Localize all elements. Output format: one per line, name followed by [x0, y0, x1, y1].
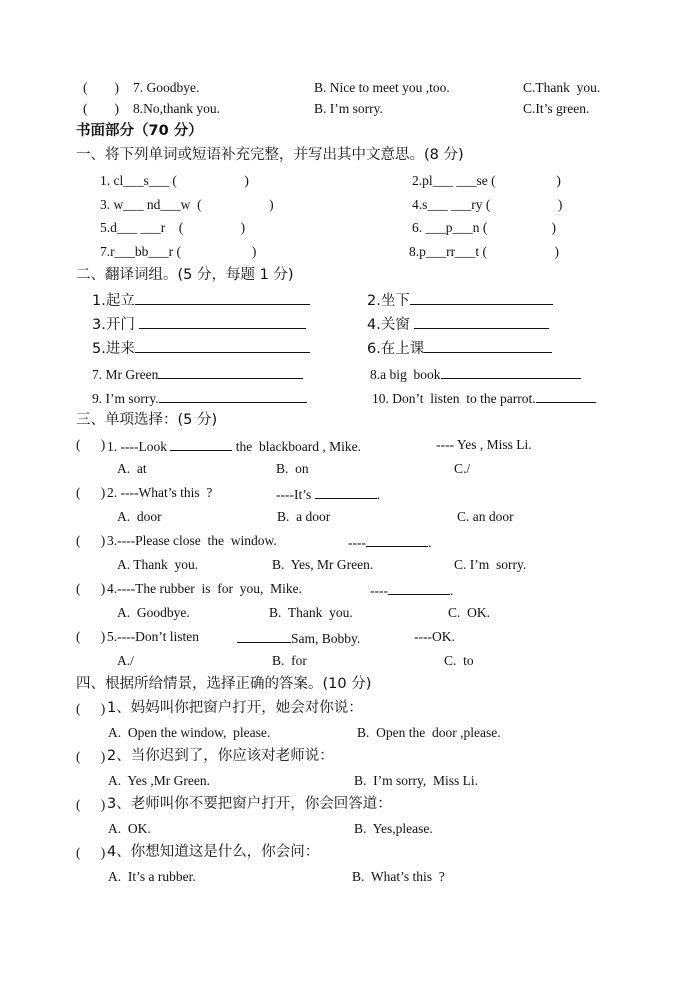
answer-blank[interactable]: [139, 315, 306, 329]
q8-option-c: C.It’s green.: [523, 101, 590, 116]
s2-item-9: 9. I’m sorry.: [92, 389, 307, 407]
q8-option-b: B. I’m sorry.: [314, 101, 383, 116]
s4-q1-option-a: A. Open the window, please.: [108, 725, 271, 740]
s2-item-10: 10. Don’t listen to the parrot.: [372, 389, 596, 407]
s3-q5-option-a: A./: [117, 653, 134, 668]
s3-q3-option-a: A. Thank you.: [117, 557, 199, 572]
s3-q4-option-b: B. Thank you.: [269, 605, 353, 620]
s3-q5-blank-text: Sam, Bobby.: [237, 629, 360, 647]
s3-q1-option-c: C./: [454, 461, 471, 476]
s4-q4-text: 4、你想知道这是什么，你会问：: [107, 844, 320, 860]
s4-q4-paren: ( ): [76, 845, 106, 860]
q7-paren: ( ): [83, 80, 119, 95]
s3-q4-text: 4.----The rubber is for you, Mike.: [107, 581, 302, 596]
s3-q4-option-c: C. OK.: [448, 605, 491, 620]
answer-blank[interactable]: [424, 339, 552, 353]
s4-q3-option-a: A. OK.: [108, 821, 151, 836]
answer-blank[interactable]: [170, 437, 232, 451]
s4-q3-option-b: B. Yes,please.: [354, 821, 433, 836]
s1-item-8: 8.p___rr___t ( ): [409, 244, 559, 259]
s3-q5-option-c: C. to: [444, 653, 474, 668]
s3-q4-paren: ( ): [76, 581, 106, 596]
s4-q3-paren: ( ): [76, 797, 106, 812]
s4-q2-paren: ( ): [76, 749, 106, 764]
s1-item-3: 3. w___ nd___w ( ): [100, 197, 274, 212]
q7-option-b: B. Nice to meet you ,too.: [314, 80, 450, 95]
s3-q1-paren: ( ): [76, 437, 106, 452]
answer-blank[interactable]: [414, 315, 549, 329]
s3-q2-option-b: B. a door: [277, 509, 331, 524]
s1-item-7: 7.r___bb___r ( ): [100, 244, 257, 259]
s2-item-2: 2.坐下: [367, 291, 553, 309]
answer-blank[interactable]: [441, 365, 581, 379]
s3-q5-paren: ( ): [76, 629, 106, 644]
q8-text: 8.No,thank you.: [133, 101, 220, 116]
s3-q2-option-a: A. door: [117, 509, 162, 524]
s4-q2-text: 2、当你迟到了，你应该对老师说：: [107, 748, 334, 764]
s3-q2-option-c: C. an door: [457, 509, 514, 524]
s3-q5-option-b: B. for: [272, 653, 307, 668]
section-4-title: 四、根据所给情景，选择正确的答案。(10 分): [76, 676, 372, 692]
s1-item-1: 1. cl___s___ ( ): [100, 173, 249, 188]
s3-q1-option-a: A. at: [117, 461, 147, 476]
s2-item-7: 7. Mr Green: [92, 365, 303, 383]
section-2-title: 二、翻译词组。(5 分，每题 1 分): [76, 267, 294, 283]
s3-q3-reply: ---- .: [348, 535, 432, 550]
s2-item-8: 8.a big book: [370, 365, 581, 383]
s2-item-4: 4.关窗: [367, 315, 549, 333]
s2-item-6: 6.在上课: [367, 339, 552, 357]
s3-q2-text: 2. ----What’s this ?: [107, 485, 213, 500]
q8-paren: ( ): [83, 101, 119, 116]
s1-item-2: 2.pl___ ___se ( ): [412, 173, 561, 188]
s1-item-6: 6. ___p___n ( ): [412, 220, 556, 235]
s4-q4-option-b: B. What’s this ?: [352, 869, 445, 884]
answer-blank[interactable]: [158, 365, 303, 379]
section-1-title: 一、将下列单词或短语补充完整，并写出其中文意思。(8 分): [76, 147, 464, 163]
s3-q5-text: 5.----Don’t listen: [107, 629, 199, 644]
section-3-title: 三、单项选择：(5 分): [76, 412, 218, 428]
s3-q3-paren: ( ): [76, 533, 106, 548]
answer-blank[interactable]: [237, 629, 291, 643]
s3-q3-option-c: C. I’m sorry.: [454, 557, 527, 572]
s2-item-1: 1.起立: [92, 291, 310, 309]
answer-blank[interactable]: [388, 581, 450, 595]
answer-blank[interactable]: [366, 533, 428, 547]
s3-q5-reply: ----OK.: [414, 629, 455, 644]
s4-q1-paren: ( ): [76, 701, 106, 716]
s3-q1-option-b: B. on: [276, 461, 309, 476]
s4-q4-option-a: A. It’s a rubber.: [108, 869, 196, 884]
s4-q2-option-a: A. Yes ,Mr Green.: [108, 773, 210, 788]
s4-q1-option-b: B. Open the door ,please.: [357, 725, 501, 740]
s3-q4-option-a: A. Goodbye.: [117, 605, 190, 620]
answer-blank[interactable]: [135, 291, 310, 305]
s4-q1-text: 1、妈妈叫你把窗户打开，她会对你说：: [107, 700, 363, 716]
s3-q2-reply: ----It’s .: [276, 487, 380, 502]
s3-q4-reply: ---- .: [370, 583, 454, 598]
s4-q3-text: 3、老师叫你不要把窗户打开，你会回答道：: [107, 796, 392, 812]
answer-blank[interactable]: [315, 485, 377, 499]
answer-blank[interactable]: [536, 389, 596, 403]
written-part-title: 书面部分（70 分）: [76, 123, 203, 139]
s1-item-4: 4.s___ ___ry ( ): [412, 197, 563, 212]
q7-text: 7. Goodbye.: [133, 80, 200, 95]
s3-q3-option-b: B. Yes, Mr Green.: [272, 557, 374, 572]
s3-q3-text: 3.----Please close the window.: [107, 533, 277, 548]
s2-item-5: 5.进来: [92, 339, 310, 357]
s4-q2-option-b: B. I’m sorry, Miss Li.: [354, 773, 478, 788]
s3-q2-paren: ( ): [76, 485, 106, 500]
answer-blank[interactable]: [135, 339, 310, 353]
s3-q1-reply: ---- Yes , Miss Li.: [436, 437, 532, 452]
answer-blank[interactable]: [410, 291, 553, 305]
q7-option-c: C.Thank you.: [523, 80, 601, 95]
s2-item-3: 3.开门: [92, 315, 306, 333]
s1-item-5: 5.d___ ___r ( ): [100, 220, 246, 235]
s3-q1-text: 1. ----Look the blackboard , Mike.: [107, 439, 361, 454]
answer-blank[interactable]: [159, 389, 307, 403]
